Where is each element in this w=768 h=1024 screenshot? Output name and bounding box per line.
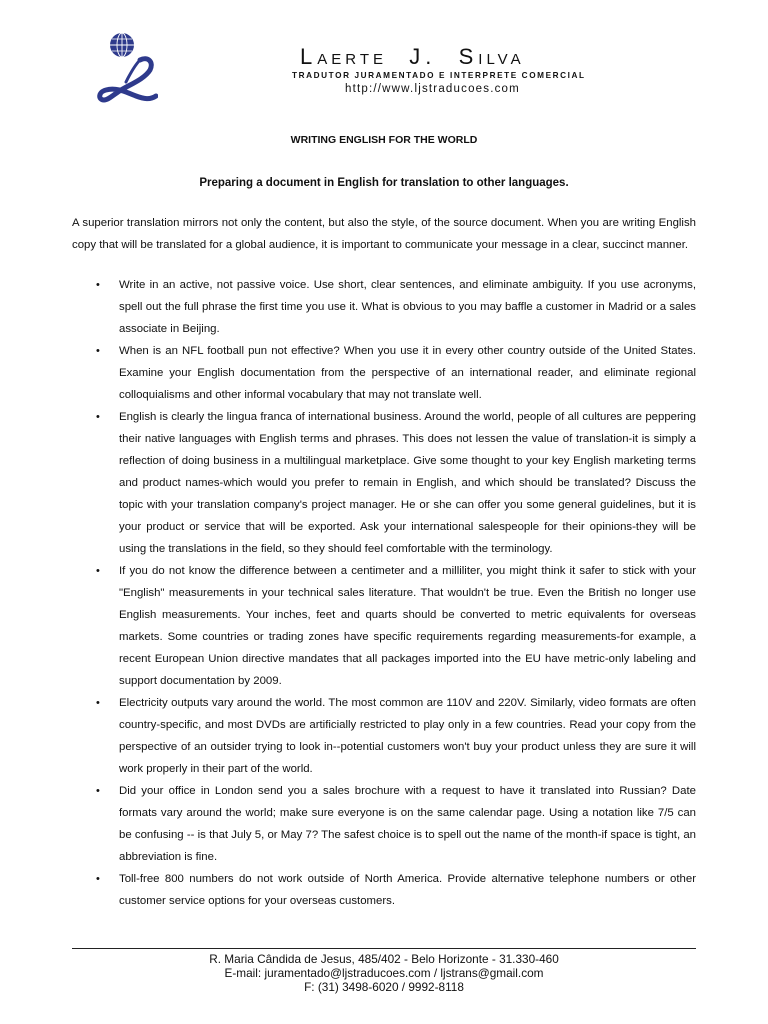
guideline-list: [72, 274, 696, 912]
bullet-icon: •: [96, 345, 100, 357]
bullet-icon: •: [96, 697, 100, 709]
bullet-icon: •: [96, 411, 100, 423]
list-item: • English is clearly the lingua franca of international business. Around the world, people of all cultures are peppering their native languages with English terms and phrases. This does not lessen the value of translation-it is simply a reflection of doing business in a multilingual marketplace. Give some thought to your key English marketing terms and product names-which would you prefer to remain in English, and which should be translated? Discuss the topic with your translation company's project manager. He or she can offer you some general guidelines, but it is your product or service that will be exported. Ask your international salespeople for their opinions-they will be using the translations in the field, so they should feel comfortable with the terminology.: [72, 406, 696, 560]
globe-icon: [110, 33, 134, 57]
document-title: WRITING ENGLISH FOR THE WORLD: [290, 134, 478, 146]
bullet-icon: •: [96, 279, 100, 291]
footer-address: R. Maria Cândida de Jesus, 485/402 - Belo Horizonte - 31.330-460: [209, 952, 559, 966]
list-item: • When is an NFL football pun not effective? When you use it in every other country outside of the United States. Examine your English documentation from the perspective of an international reader, and eliminate regional colloquialisms and other informal vocabulary that may not translate well.: [72, 340, 696, 406]
footer: [0, 952, 768, 994]
bullet-icon: •: [96, 565, 100, 577]
footer-divider: [72, 948, 696, 949]
bullet-icon: •: [96, 785, 100, 797]
list-item: • Electricity outputs vary around the world. The most common are 110V and 220V. Similarly, video formats are often country-specific, and most DVDs are artificially restricted to play only in a few countries. Read your copy from the perspective of an outsider trying to look in--potential customers won't buy your product unless they are sure it will work properly in their part of the world.: [72, 692, 696, 780]
website-link[interactable]: http://www.ljstraducoes.com: [345, 83, 520, 95]
bullet-icon: •: [96, 873, 100, 885]
intro-paragraph: A superior translation mirrors not only the content, but also the style, of the source document. When you are writing English copy that will be translated for a global audience, it is important to communicate your message in a clear, succinct manner.: [72, 217, 696, 251]
list-item: • Toll-free 800 numbers do not work outside of North America. Provide alternative telephone numbers or other customer service options for your overseas customers.: [72, 868, 696, 912]
company-logo: [96, 30, 158, 104]
footer-email[interactable]: E-mail: juramentado@ljstraducoes.com / ljstrans@gmail.com: [224, 966, 544, 980]
translator-title: TRADUTOR JURAMENTADO E INTERPRETE COMERCIAL: [292, 71, 586, 80]
list-item: • Did your office in London send you a sales brochure with a request to have it translated into Russian? Date formats vary around the world; make sure everyone is on the same calendar page. Using a notation like 7/5 can be confusing -- is that July 5, or May 7? The safest choice is to spell out the name of the month-if space is tight, an abbreviation is fine.: [72, 780, 696, 868]
list-item: • If you do not know the difference between a centimeter and a milliliter, you might think it safer to stick with your "English" measurements in your technical sales literature. That wouldn't be true. Even the British no longer use English measurements. Your inches, feet and quarts should be converted to metric equivalents for overseas markets. Some countries or trading zones have specific requirements regarding measurements-for example, a recent European Union directive mandates that all packages imported into the EU have metric-only labeling and support documentation by 2009.: [72, 560, 696, 692]
list-item: • Write in an active, not passive voice. Use short, clear sentences, and eliminate ambiguity. If you use acronyms, spell out the full phrase the first time you use it. What is obvious to you may baffle a customer in Madrid or a sales associate in Beijing.: [72, 274, 696, 340]
document-subtitle: Preparing a document in English for translation to other languages.: [199, 177, 569, 189]
footer-phone: F: (31) 3498-6020 / 9992-8118: [304, 980, 464, 994]
translator-name: LAERTE J. SILVA: [300, 44, 525, 69]
